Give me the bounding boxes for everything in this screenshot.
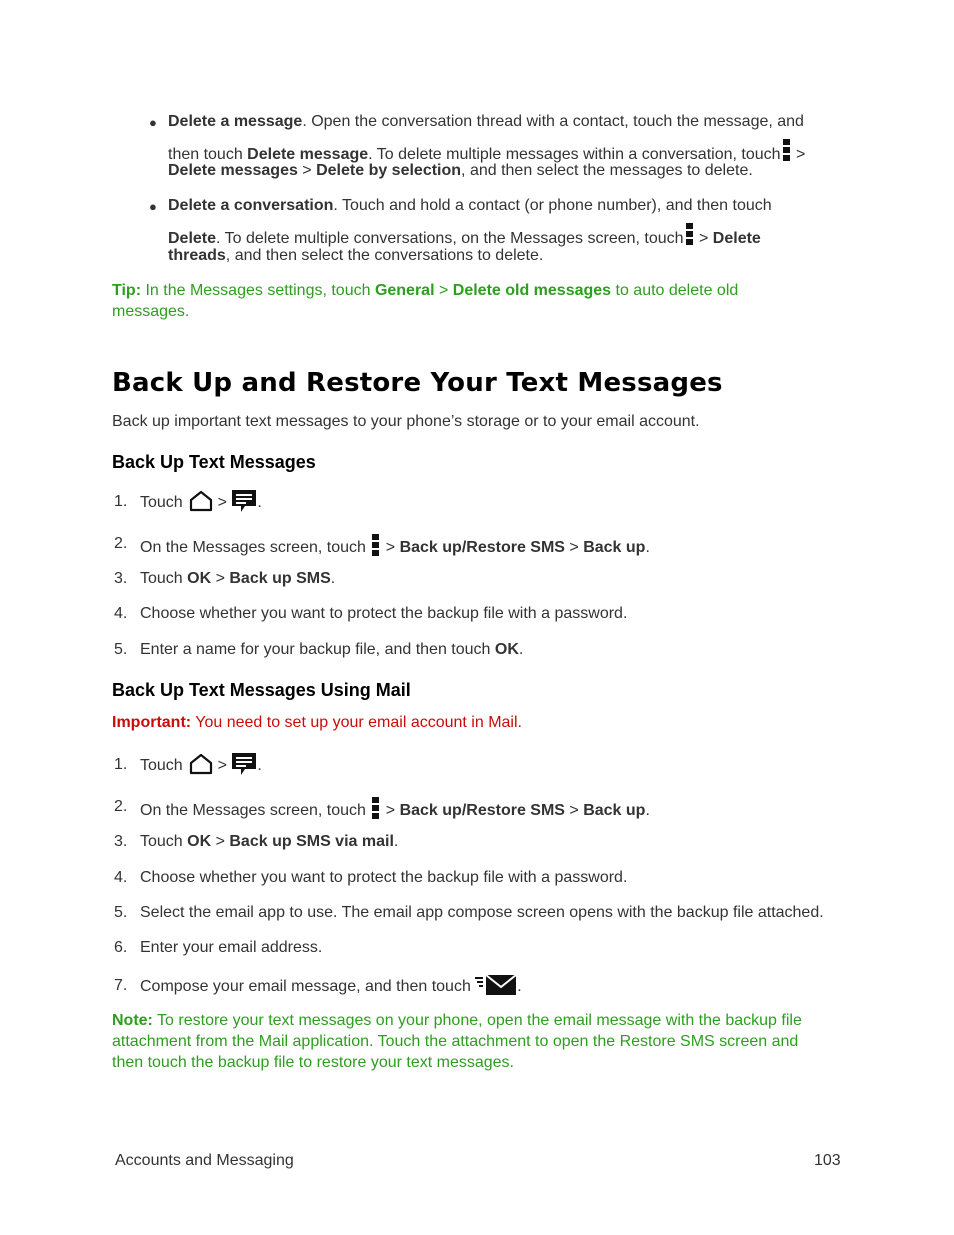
- s1-step-4: Choose whether you want to protect the backup file with a password.: [140, 605, 628, 622]
- s1-step-2: On the Messages screen, touch > Back up/Restore SMS > Back up.: [140, 534, 650, 558]
- section-title-back-up: Back Up Text Messages: [112, 452, 316, 472]
- menu-dots-icon: [686, 223, 693, 245]
- menu-dots-icon: [372, 534, 379, 556]
- s2-step-7: Compose your email message, and then touch .: [140, 970, 522, 1000]
- step-number: 4.: [114, 869, 128, 886]
- messages-icon: [231, 489, 257, 513]
- send-mail-icon: [475, 974, 517, 996]
- home-icon: [189, 490, 213, 512]
- bullet-1-line-3: Delete messages > Delete by selection, and then select the messages to delete.: [168, 162, 753, 179]
- bullet-2-line-1: Delete a conversation. Touch and hold a contact (or phone number), and then touch: [168, 197, 772, 214]
- note-line-3: then touch the backup file to restore your text messages.: [112, 1054, 514, 1071]
- s2-step-3: Touch OK > Back up SMS via mail.: [140, 833, 399, 850]
- s1-step-1: Touch > .: [140, 486, 262, 516]
- important-note: Important: You need to set up your email account in Mail.: [112, 714, 522, 731]
- s1-step-3: Touch OK > Back up SMS.: [140, 570, 336, 587]
- home-icon: [189, 753, 213, 775]
- s2-step-5: Select the email app to use. The email app compose screen opens with the backup file attached.: [140, 904, 824, 921]
- page-title: Back Up and Restore Your Text Messages: [112, 368, 723, 398]
- s2-step-2: On the Messages screen, touch > Back up/Restore SMS > Back up.: [140, 797, 650, 821]
- s2-step-6: Enter your email address.: [140, 939, 323, 956]
- s2-step-4: Choose whether you want to protect the backup file with a password.: [140, 869, 628, 886]
- step-number: 2.: [114, 798, 128, 815]
- bullet-1-line-2: then touch Delete message. To delete multiple messages within a conversation, touch >: [168, 139, 805, 165]
- bullet-2-line-3: threads, and then select the conversations to delete.: [168, 247, 544, 264]
- step-number: 3.: [114, 833, 128, 850]
- footer-section-name: Accounts and Messaging: [115, 1152, 294, 1169]
- bullet-1-line-1: Delete a message. Open the conversation thread with a contact, touch the message, and: [168, 113, 804, 130]
- s2-step-1: Touch > .: [140, 749, 262, 779]
- bullet-dot: ●: [149, 115, 157, 130]
- tip-line-2: messages.: [112, 303, 190, 320]
- menu-dots-icon: [372, 797, 379, 819]
- menu-dots-icon: [783, 139, 790, 161]
- note-line-1: Note: To restore your text messages on your phone, open the email message with the backup file: [112, 1012, 802, 1029]
- step-number: 1.: [114, 756, 128, 773]
- messages-icon: [231, 752, 257, 776]
- step-number: 5.: [114, 641, 128, 658]
- bullet-2-line-2: Delete. To delete multiple conversations, on the Messages screen, touch > Delete: [168, 223, 761, 249]
- step-number: 3.: [114, 570, 128, 587]
- note-line-2: attachment from the Mail application. Touch the attachment to open the Restore SMS screen and: [112, 1033, 799, 1050]
- section-title-back-up-mail: Back Up Text Messages Using Mail: [112, 680, 411, 700]
- step-number: 7.: [114, 977, 128, 994]
- footer-page-number: 103: [814, 1152, 841, 1169]
- bullet-dot: ●: [149, 199, 157, 214]
- s1-step-5: Enter a name for your backup file, and then touch OK.: [140, 641, 524, 658]
- tip-line-1: Tip: In the Messages settings, touch General > Delete old messages to auto delete old: [112, 282, 739, 299]
- step-number: 2.: [114, 535, 128, 552]
- step-number: 5.: [114, 904, 128, 921]
- step-number: 4.: [114, 605, 128, 622]
- step-number: 1.: [114, 493, 128, 510]
- intro-text: Back up important text messages to your phone’s storage or to your email account.: [112, 413, 700, 430]
- step-number: 6.: [114, 939, 128, 956]
